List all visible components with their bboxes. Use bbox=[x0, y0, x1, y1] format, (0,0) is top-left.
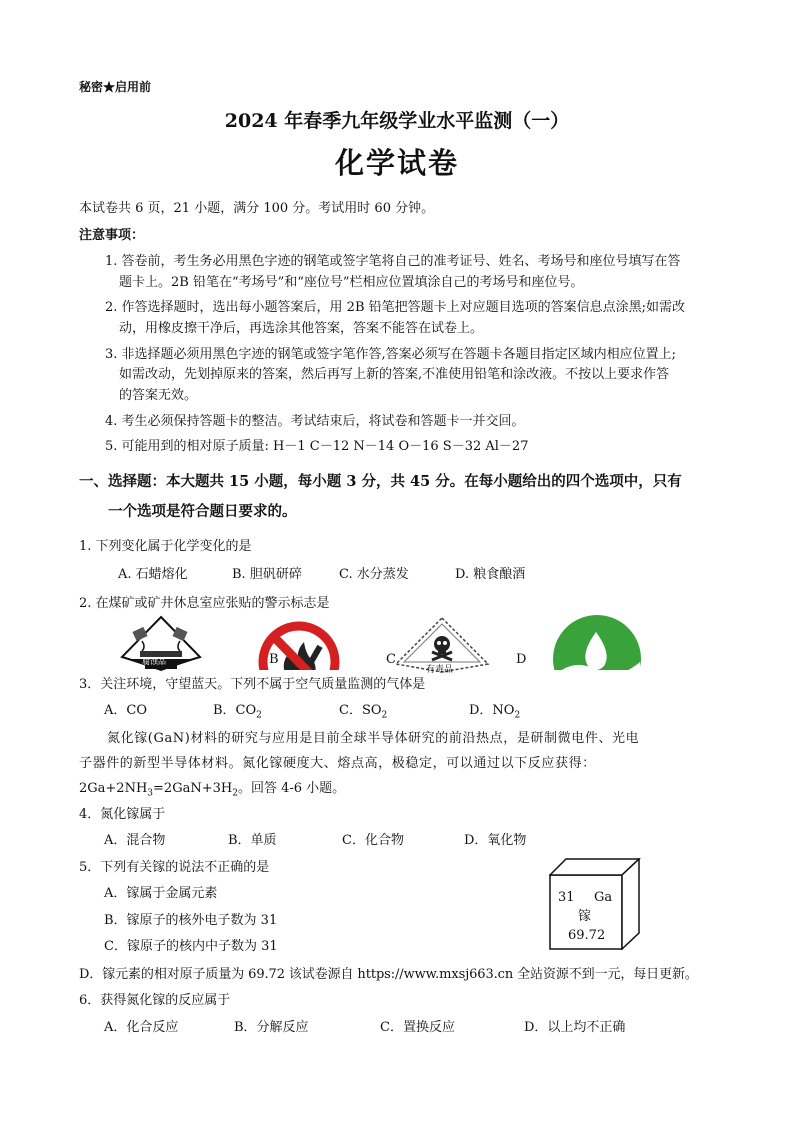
confidential-mark: 秘密★启用前 bbox=[79, 80, 152, 94]
notice-line: 3. 非选择题必须用黑色字迹的钢笔或签字笔作答,答案必须写在答题卡各题目指定区域内相应位置上; bbox=[105, 347, 677, 362]
exam-subtitle: 化学试卷 bbox=[334, 146, 459, 180]
notice-line: 2. 作答选择题时，选出每小题答案后，用 2B 铅笔把答题卡上对应题目选项的答案信息点涂黑;如需改 bbox=[105, 300, 686, 315]
notice-line: 1. 答卷前，考生务必用黑色字迹的钢笔或签字笔将自己的准考证号、姓名、考场号和座位号填写在答 bbox=[105, 254, 681, 269]
notice-heading: 注意事项： bbox=[79, 228, 145, 243]
q1-option-c: C. 水分蒸发 bbox=[339, 567, 409, 582]
question-5-stem: 5．下列有关镓的说法不正确的是 bbox=[79, 860, 270, 875]
q2-option-c-label: C bbox=[386, 652, 396, 667]
q5-option-c: C．镓原子的核内中子数为 31 bbox=[104, 939, 278, 954]
notice-line: 如需改动，先划掉原来的答案，然后再写上新的答案,不准使用铅笔和涂改液。不按以上要求作答 bbox=[119, 367, 670, 382]
reaction-equation: $2Ga+2NH_3=2GaN+3H_2$。回答 4-6 小题。 bbox=[79, 781, 346, 799]
periodic-element-cell bbox=[549, 858, 641, 950]
q6-option-b: B．分解反应 bbox=[234, 1020, 309, 1035]
section-heading: 一、选择题：本大题共 15 小题，每小题 3 分，共 45 分。在每小题给出的四个选项中，只有 bbox=[79, 473, 682, 490]
water-drop-sign-icon bbox=[552, 614, 642, 670]
q5-option-b: B．镓原子的核外电子数为 31 bbox=[104, 913, 278, 928]
question-1-stem: 1. 下列变化属于化学变化的是 bbox=[79, 539, 252, 554]
q3-option-d: D．$NO_2$ bbox=[469, 703, 521, 721]
q3-option-c: C．$SO_2$ bbox=[339, 703, 388, 721]
section-heading-cont: 一个选项是符合题日要求的。 bbox=[108, 503, 297, 520]
q3-option-b: B．$CO_2$ bbox=[213, 703, 262, 721]
q4-option-a: A．混合物 bbox=[104, 833, 166, 848]
q1-option-d: D. 粮食酿酒 bbox=[455, 567, 526, 582]
toxic-sign-label: 有毒品 bbox=[426, 665, 454, 675]
corrosive-sign-label: 腐蚀品 bbox=[142, 657, 166, 666]
question-3-stem: 3．关注环境，守望蓝天。下列不属于空气质量监测的气体是 bbox=[79, 673, 425, 692]
q5-option-a: A．镓属于金属元素 bbox=[104, 886, 218, 901]
intro-text: 本试卷共 6 页，21 小题，满分 100 分。考试用时 60 分钟。 bbox=[79, 201, 435, 216]
question-6-stem: 6．获得氮化镓的反应属于 bbox=[79, 993, 231, 1008]
element-symbol: Ga bbox=[594, 890, 613, 905]
q4-option-d: D．氧化物 bbox=[464, 833, 527, 848]
q1-option-a: A. 石蜡熔化 bbox=[118, 567, 188, 582]
notice-line: 动，用橡皮擦干净后，再选涂其他答案，答案不能答在试卷上。 bbox=[119, 321, 484, 336]
notice-line: 4. 考生必须保持答题卡的整洁。考试结束后，将试卷和答题卡一并交回。 bbox=[105, 414, 525, 429]
q2-option-b-label: B bbox=[269, 652, 279, 667]
q2-option-d-label: D bbox=[516, 652, 527, 667]
q5-option-d: D．镓元素的相对原子质量为 69.72 该试卷源自 https://www.mxsj663.cn 全站资源不到一元，每日更新。 bbox=[79, 967, 698, 982]
q1-option-b: B. 胆矾研碎 bbox=[232, 567, 302, 582]
element-atomic-mass: 69.72 bbox=[568, 928, 606, 943]
q6-option-a: A．化合反应 bbox=[104, 1020, 179, 1035]
q6-option-d: D．以上均不正确 bbox=[524, 1020, 626, 1035]
question-2-stem: 2. 在煤矿或矿井休息室应张贴的警示标志是 bbox=[79, 596, 330, 611]
q3-option-a: A．CO bbox=[104, 703, 147, 718]
q4-option-b: B．单质 bbox=[228, 833, 277, 848]
passage-line-2: 子器件的新型半导体材料。氮化镓硬度大、熔点高，极稳定，可以通过以下反应获得： bbox=[79, 756, 596, 771]
notice-line: 5. 可能用到的相对原子质量: H－1 C－12 N－14 O－16 S－32 Al－27 bbox=[105, 439, 529, 454]
notice-line: 的答案无效。 bbox=[119, 388, 198, 403]
q4-option-c: C．化合物 bbox=[342, 833, 404, 848]
element-atomic-number: 31 bbox=[558, 890, 575, 905]
q6-option-c: C．置换反应 bbox=[380, 1020, 455, 1035]
passage-line-1: 氮化镓(GaN)材料的研究与应用是目前全球半导体研究的前沿热点，是研制微电件、光电 bbox=[107, 731, 640, 746]
question-4-stem: 4．氮化镓属于 bbox=[79, 807, 166, 822]
exam-title: 2024 年春季九年级学业水平监测（一） bbox=[224, 110, 570, 132]
element-name: 镓 bbox=[578, 909, 592, 924]
notice-line: 题卡上。2B 铅笔在“考场号”和“座位号”栏相应位置填涂自己的考场号和座位号。 bbox=[119, 275, 584, 290]
